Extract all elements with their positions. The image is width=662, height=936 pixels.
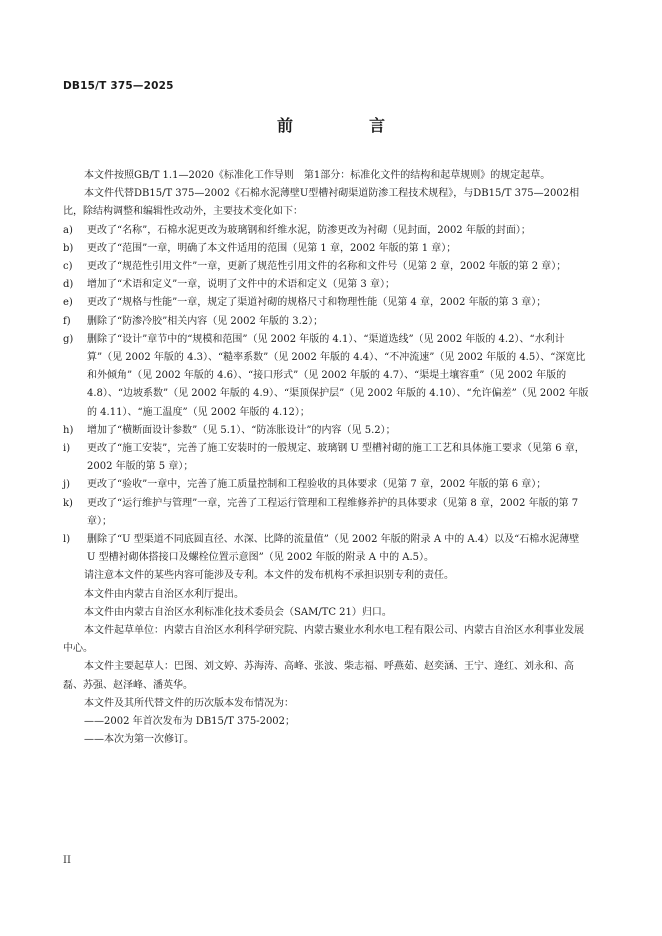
page-number: II bbox=[63, 855, 71, 866]
intro-paragraph: 本文件按照GB/T 1.1—2020《标准化工作导则 第1部分：标准化文件的结构和起草规则》的规定起草。 bbox=[84, 170, 551, 181]
list-item: c) 更改了“规范性引用文件”一章，更新了规范性引用文件的名称和文件号（见第 2 章，2002 年版的第 2 章）； bbox=[63, 261, 567, 273]
history-intro: 本文件及其所代替文件的历次版本发布情况为： bbox=[84, 697, 294, 709]
list-item: d) 增加了“术语和定义”一章，说明了文件中的术语和定义（见第 3 章）； bbox=[63, 279, 395, 291]
page-title: 前 言 bbox=[276, 116, 415, 135]
history-item: ——本次为第一次修订。 bbox=[84, 734, 194, 746]
intro-paragraph: 本文件代替DB15/T 375—2002《石棉水泥薄壁U型槽衬砌渠道防渗工程技术规程》，与DB15/T 375—2002相比，除结构调整和编辑性改动外，主要技术变化如下： bbox=[63, 188, 580, 218]
list-item: j) 更改了“验收”一章中，完善了施工质量控制和工程验收的具体要求（见第 7 章，2002 年版的第 6 章）； bbox=[63, 479, 547, 491]
history-item: ——2002 年首次发布为 DB15/T 375-2002； bbox=[84, 716, 296, 728]
change-list bbox=[63, 222, 589, 568]
list-item: b) 更改了“范围”一章，明确了本文件适用的范围（见第 1 章，2002 年版的第 1 章）； bbox=[63, 242, 457, 254]
list-item: h) 增加了“横断面设计参数”（见 5.1）、“防冻胀设计”的内容（见 5.2）； bbox=[63, 424, 396, 436]
list-item: g) 删除了“设计”章节中的“规模和范围”（见 2002 年版的 4.1）、“渠道选线”（见 2002 年版的 4.2）、“水利计算”（见 2002 年版的 4.3）、“糙率系数”（见 2002 年版的 4.4）、“不冲流速”（见 2002 年版的 4.5）、“深宽比和外倾角”（见 2002 年版的 4.6）、“接口形式”（见 2002 年版的 4.7）、“渠堤土壤容重”（见 2002 年版的 4.8）、“边坡系数”（见 2002 年版的 4.9）、“渠顶保护层”（见 2002 年版的 4.10）、“允许偏差”（见 2002 年版的 4.11）、“施工温度”（见 2002 年版的 4.12）； bbox=[63, 333, 589, 418]
document-id: DB15/T 375—2025 bbox=[63, 80, 174, 92]
drafters: 本文件主要起草人：巴图、刘文婷、苏海涛、高峰、张波、柴志福、呼燕茹、赵奕涵、王宁、逄红、刘永和、高磊、苏强、赵泽峰、潘英华。 bbox=[63, 661, 574, 691]
list-item: a) 更改了“名称”，石棉水泥更改为玻璃钢和纤维水泥，防渗更改为衬砌（见封面，2002 年版的封面）； bbox=[63, 224, 531, 236]
drafting-units: 本文件起草单位：内蒙古自治区水利科学研究院、内蒙古聚业水利水电工程有限公司、内蒙古自治区水利事业发展中心。 bbox=[63, 625, 584, 655]
committee-note: 本文件由内蒙古自治区水利标准化技术委员会（SAM/TC 21）归口。 bbox=[84, 606, 392, 618]
proposer-note: 本文件由内蒙古自治区水利厅提出。 bbox=[84, 588, 244, 600]
foreword-body bbox=[63, 167, 589, 750]
list-item: k) 更改了“运行维护与管理”一章，完善了工程运行管理和工程维修养护的具体要求（见第 8 章，2002 年版的第 7 章）； bbox=[63, 497, 579, 527]
list-item: f) 删除了“防渗冷胶”相关内容（见 2002 年版的 3.2）； bbox=[63, 315, 324, 327]
list-item: i) 更改了“施工安装”，完善了施工安装时的一般规定、玻璃钢 U 型槽衬砌的施工工艺和具体施工要求（见第 6 章，2002 年版的第 5 章）； bbox=[63, 443, 585, 473]
list-item: l) 删除了“U 型渠道不同底圆直径、水深、比降的流量值”（见 2002 年版的附录 A 中的 A.4）以及“石棉水泥薄壁 U 型槽衬砌体搭接口及螺栓位置示意图”（见 2002 年版的附录 A 中的 A.5）。 bbox=[63, 534, 580, 564]
list-item: e) 更改了“规格与性能”一章，规定了渠道衬砌的规格尺寸和物理性能（见第 4 章，2002 年版的第 3 章）； bbox=[63, 297, 547, 309]
patent-note: 请注意本文件的某些内容可能涉及专利。本文件的发布机构不承担识别专利的责任。 bbox=[84, 570, 454, 582]
